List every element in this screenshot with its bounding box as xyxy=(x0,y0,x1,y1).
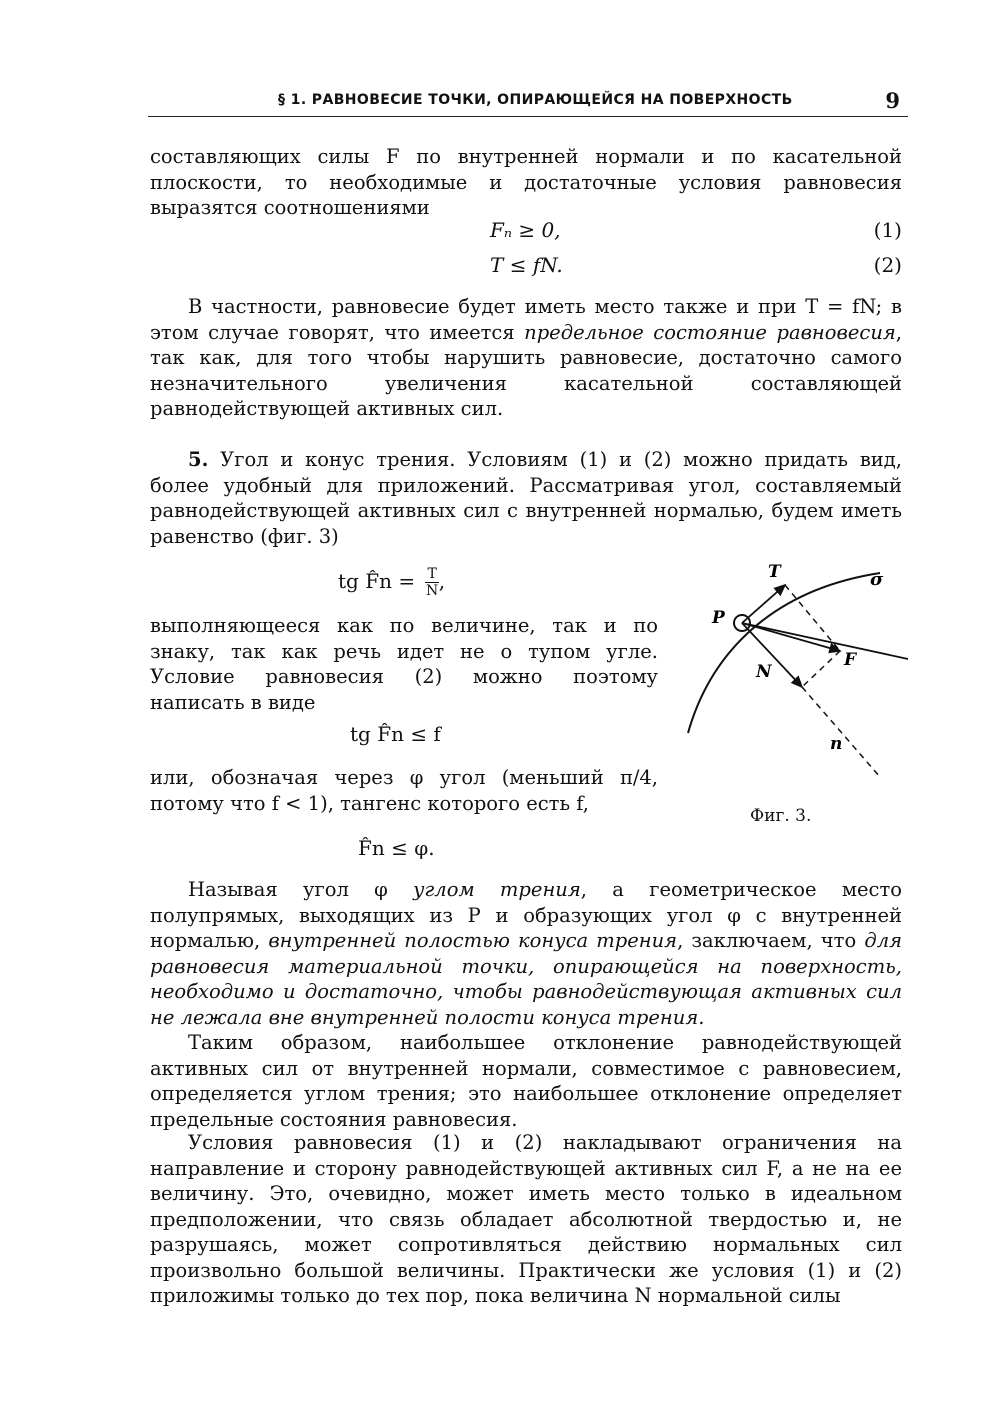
paragraph-2-part-a: В частности, равновесие будет иметь место также и при T = fN; в этом случае говорят, что имеется xyxy=(150,295,902,344)
paragraph-2 xyxy=(150,294,902,422)
equation-1-number: (1) xyxy=(873,218,902,242)
vector-f xyxy=(742,623,840,651)
dashed-f-to-n xyxy=(802,651,840,687)
term-limit-state: предельное состояние равновесия xyxy=(524,320,896,344)
paragraph-6-part-c: , а геометрическое место полупрямых, выходящих из P и образующих угол φ с внутренней нормалью, xyxy=(150,878,902,952)
vector-n xyxy=(742,623,802,687)
section-5-paragraph xyxy=(150,447,902,549)
dashed-t-to-f xyxy=(785,585,840,651)
equation-1: Fₙ ≥ 0, xyxy=(490,218,561,242)
term-friction-angle: углом трения xyxy=(413,878,581,901)
equation-2-number: (2) xyxy=(873,253,902,277)
page-number: 9 xyxy=(885,88,900,113)
fraction-denominator: N xyxy=(425,583,439,599)
section-number: 5. xyxy=(188,448,209,471)
paragraph-1: составляющих силы F по внутренней нормали и по касательной плоскости, то необходимые и достаточные условия равновесия выразятся соотношениями xyxy=(150,145,902,219)
label-f: F xyxy=(844,650,857,670)
line-through-p xyxy=(742,623,908,659)
equation-5: F̂n ≤ φ. xyxy=(358,836,435,860)
paragraph-7: Таким образом, наибольшее отклонение равнодействующей активных сил от внутренней нормали, совместимое с равновесием, определяется углом трения; это наибольшее отклонение определяет предельные состояния равновесия. xyxy=(150,1031,902,1131)
vector-t xyxy=(742,585,785,623)
label-t: T xyxy=(768,562,781,582)
running-header xyxy=(148,88,908,117)
paragraph-2-part-c: , так как, для того чтобы нарушить равновесие, достаточно самого незначительного увеличения касательной составляющей равнодействующей активных сил. xyxy=(150,320,902,420)
paragraph-6-part-a: Называя угол φ xyxy=(188,878,414,901)
equation-3-tail: , xyxy=(438,569,446,593)
label-sigma: σ xyxy=(870,569,884,590)
paragraph-6-part-e: , заключаем, что xyxy=(677,929,865,952)
term-friction-cone: внутренней полостью конуса трения xyxy=(268,929,678,952)
paragraph-6 xyxy=(150,877,902,1030)
equation-3-lhs: tg F̂n = xyxy=(338,569,416,593)
label-n-upper: N xyxy=(756,662,772,682)
header-title: § 1. РАВНОВЕСИЕ ТОЧКИ, ОПИРАЮЩЕЙСЯ НА ПОВЕРХНОСТЬ xyxy=(278,92,793,108)
figure-caption: Фиг. 3. xyxy=(750,806,812,826)
paragraph-8: Условия равновесия (1) и (2) накладывают ограничения на направление и сторону равнодействующей активных сил F, а не на ее величину. Это, очевидно, может иметь место только в идеальном предположении, что связь обладает абсолютной твердостью и, не разрушаясь, может сопротивляться действию нормальных сил произвольно большой величины. Практически же условия (1) и (2) приложимы только до тех пор, пока величина N нормальной силы xyxy=(150,1131,902,1307)
equilibrium-condition-statement: для равновесия материальной точки, опирающейся на поверхность, необходимо и достаточно, чтобы равнодействующая активных сил не лежала вне внутренней полости конуса трения. xyxy=(150,929,903,1029)
paragraph-4: выполняющееся как по величине, так и по знаку, так как речь идет не о тупом угле. Условие равновесия (2) можно поэтому написать в виде xyxy=(150,614,658,714)
equation-2: T ≤ fN. xyxy=(490,253,563,277)
fraction-numerator: T xyxy=(427,566,437,582)
paragraph-5: или, обозначая через φ угол (меньший π/4, потому что f < 1), тангенс которого есть f, xyxy=(150,766,658,815)
figure-3-diagram xyxy=(680,555,920,795)
label-p: P xyxy=(712,608,725,628)
equation-4: tg F̂n ≤ f xyxy=(350,722,441,746)
dashed-normal xyxy=(802,687,880,777)
section-5-text: Угол и конус трения. Условиям (1) и (2) можно придать вид, более удобный для приложений. Рассматривая угол, составляемый равнодействующей активных сил с внутренней нормалью, будем иметь равенство (фиг. 3) xyxy=(150,448,902,548)
equation-3-fraction xyxy=(425,566,438,599)
label-n-lower: n xyxy=(830,734,843,754)
equation-3 xyxy=(338,566,445,599)
